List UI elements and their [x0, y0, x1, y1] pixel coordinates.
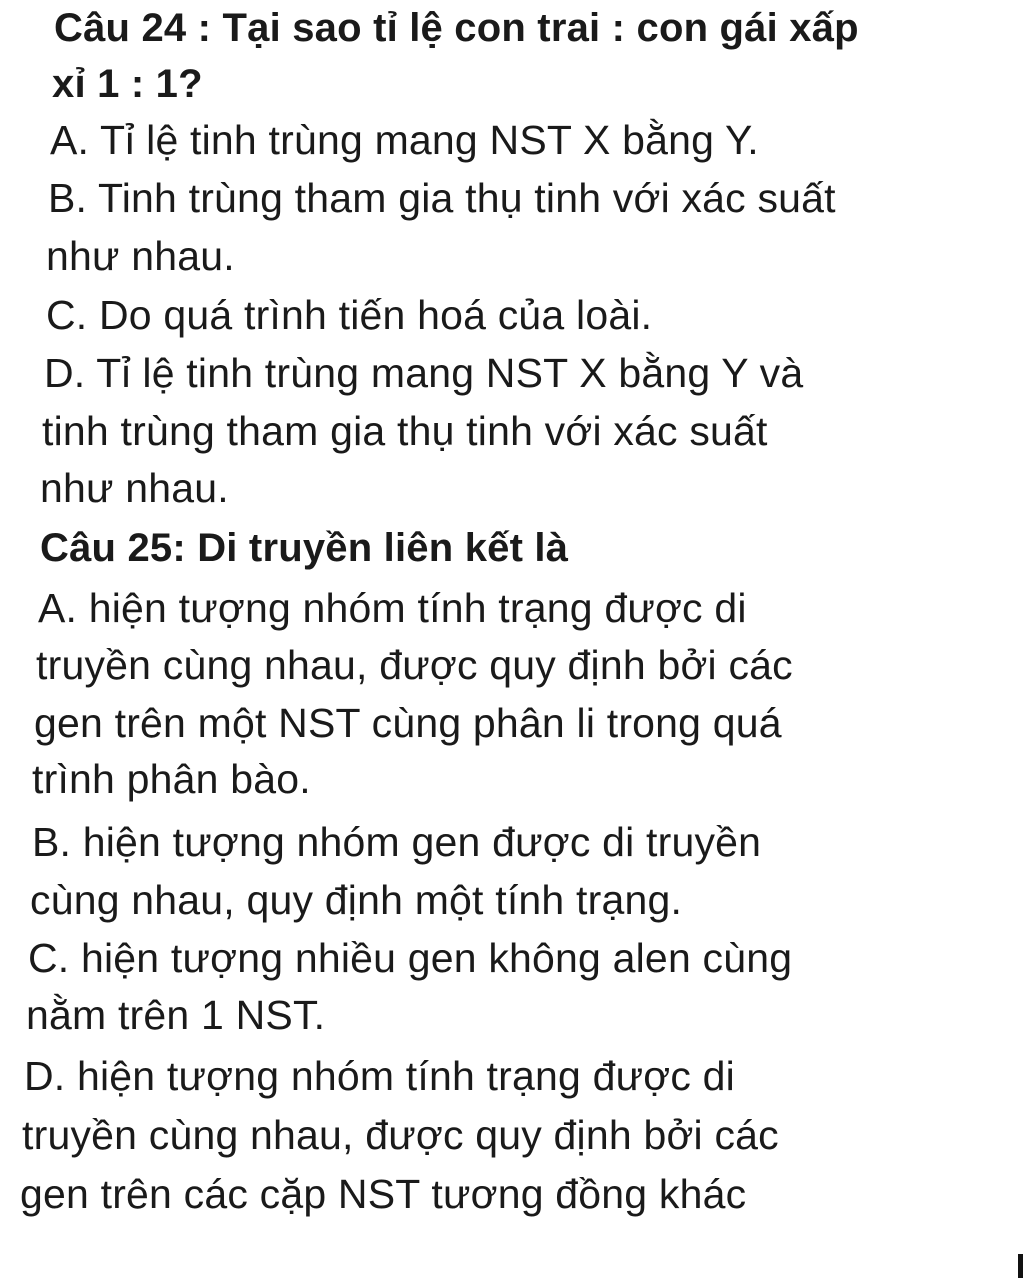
- question-25-option-d-line-1: D. hiện tượng nhóm tính trạng được di: [24, 1053, 735, 1099]
- question-24-title-line-1: Câu 24 : Tại sao tỉ lệ con trai : con gái xấp: [54, 6, 859, 50]
- question-25-option-a-line-4: trình phân bào.: [32, 756, 311, 802]
- question-24-title-line-2: xỉ 1 : 1?: [52, 62, 203, 106]
- question-25-option-b-line-2: cùng nhau, quy định một tính trạng.: [30, 877, 683, 923]
- question-24-option-b-line-2: như nhau.: [46, 233, 235, 279]
- question-25-option-c-line-2: nằm trên 1 NST.: [26, 992, 326, 1038]
- question-25-option-b-line-1: B. hiện tượng nhóm gen được di truyền: [32, 819, 762, 865]
- question-25-title: Câu 25: Di truyền liên kết là: [40, 526, 569, 570]
- edge-mark: [1018, 1254, 1023, 1278]
- question-24-option-c: C. Do quá trình tiến hoá của loài.: [46, 292, 653, 338]
- question-25-option-a-line-1: A. hiện tượng nhóm tính trạng được di: [38, 585, 747, 631]
- question-24-option-d-line-2: tinh trùng tham gia thụ tinh với xác suất: [42, 408, 768, 454]
- question-25-option-a-line-3: gen trên một NST cùng phân li trong quá: [34, 700, 782, 746]
- question-24-option-d-line-3: như nhau.: [40, 465, 229, 511]
- question-25-option-d-line-3: gen trên các cặp NST tương đồng khác: [20, 1171, 747, 1217]
- question-25-option-c-line-1: C. hiện tượng nhiều gen không alen cùng: [28, 935, 793, 981]
- question-24-option-a: A. Tỉ lệ tinh trùng mang NST X bằng Y.: [50, 117, 759, 163]
- question-24-option-b-line-1: B. Tinh trùng tham gia thụ tinh với xác suất: [48, 175, 836, 221]
- question-25-option-a-line-2: truyền cùng nhau, được quy định bởi các: [36, 642, 793, 688]
- question-24-option-d-line-1: D. Tỉ lệ tinh trùng mang NST X bằng Y và: [44, 350, 804, 396]
- question-25-option-d-line-2: truyền cùng nhau, được quy định bởi các: [22, 1112, 779, 1158]
